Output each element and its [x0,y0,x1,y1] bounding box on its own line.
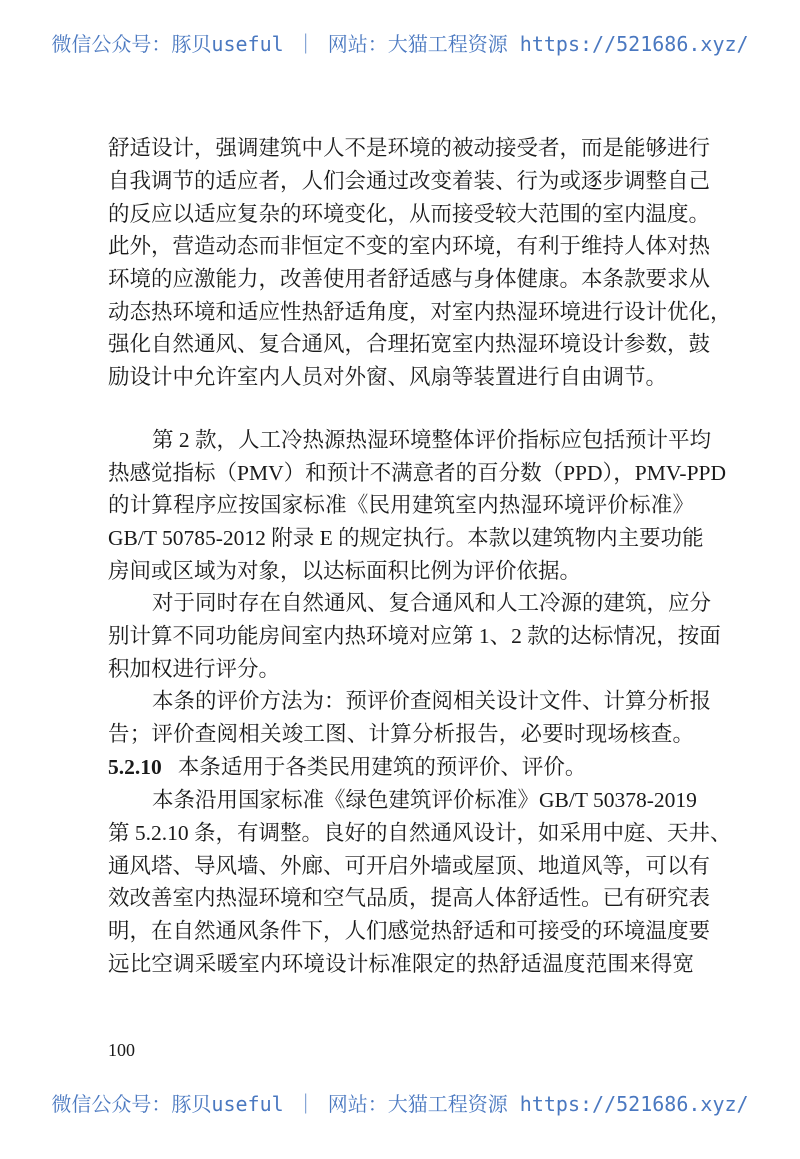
text-line: 房间或区域为对象，以达标面积比例为评价依据。 [108,559,582,583]
text-line: 第 2 款，人工冷热源热湿环境整体评价指标应包括预计平均 [152,428,712,452]
text-line: 本条沿用国家标准《绿色建筑评价标准》GB/T 50378-2019 [152,788,697,812]
text-line: 的计算程序应按国家标准《民用建筑室内热湿环境评价标准》 [108,493,694,517]
text-line: 远比空调采暖室内环境设计标准限定的热舒适温度范围来得宽 [108,952,694,976]
text-line: 别计算不同功能房间室内热环境对应第 1、2 款的达标情况，按面 [108,624,721,648]
text-line: 舒适设计，强调建筑中人不是环境的被动接受者，而是能够进行 [108,136,711,160]
text-line: 强化自然通风、复合通风，合理拓宽室内热湿环境设计参数，鼓 [108,332,711,356]
text-line: 第 5.2.10 条，有调整。良好的自然通风设计，如采用中庭、天井、 [108,821,732,845]
watermark-footer: 微信公众号：豚贝useful ｜ 网站：大猫工程资源 https://521686.xyz/ [51,1092,749,1116]
section-number: 5.2.10 [108,755,162,779]
text-line: 自我调节的适应者，人们会通过改变着装、行为或逐步调整自己 [108,169,711,193]
text-line: 励设计中允许室内人员对外窗、风扇等装置进行自由调节。 [108,365,668,389]
section-text: 本条适用于各类民用建筑的预评价、评价。 [177,755,587,779]
text-line: 热感觉指标（PMV）和预计不满意者的百分数（PPD），PMV-PPD [108,461,727,485]
page-number: 100 [108,1040,135,1060]
text-line: 的反应以适应复杂的环境变化，从而接受较大范围的室内温度。 [108,202,711,226]
text-line: 动态热环境和适应性热舒适角度，对室内热湿环境进行设计优化， [108,300,732,324]
text-line: 告；评价查阅相关竣工图、计算分析报告，必要时现场核查。 [108,722,694,746]
text-line: 明，在自然通风条件下，人们感觉热舒适和可接受的环境温度要 [108,919,711,943]
section-heading [108,752,694,782]
text-line: 对于同时存在自然通风、复合通风和人工冷源的建筑，应分 [152,591,712,615]
text-line: 效改善室内热湿环境和空气品质，提高人体舒适性。已有研究表 [108,886,711,910]
text-line: 环境的应激能力，改善使用者舒适感与身体健康。本条款要求从 [108,267,711,291]
text-line: GB/T 50785-2012 附录 E 的规定执行。本款以建筑物内主要功能 [108,526,704,550]
text-line: 本条的评价方法为：预评价查阅相关设计文件、计算分析报 [152,689,712,713]
text-line: 通风塔、导风墙、外廊、可开启外墙或屋顶、地道风等，可以有 [108,854,711,878]
text-line: 积加权进行评分。 [108,657,281,681]
watermark-header: 微信公众号：豚贝useful ｜ 网站：大猫工程资源 https://521686.xyz/ [51,32,749,56]
text-line: 此外，营造动态而非恒定不变的室内环境，有利于维持人体对热 [108,234,711,258]
